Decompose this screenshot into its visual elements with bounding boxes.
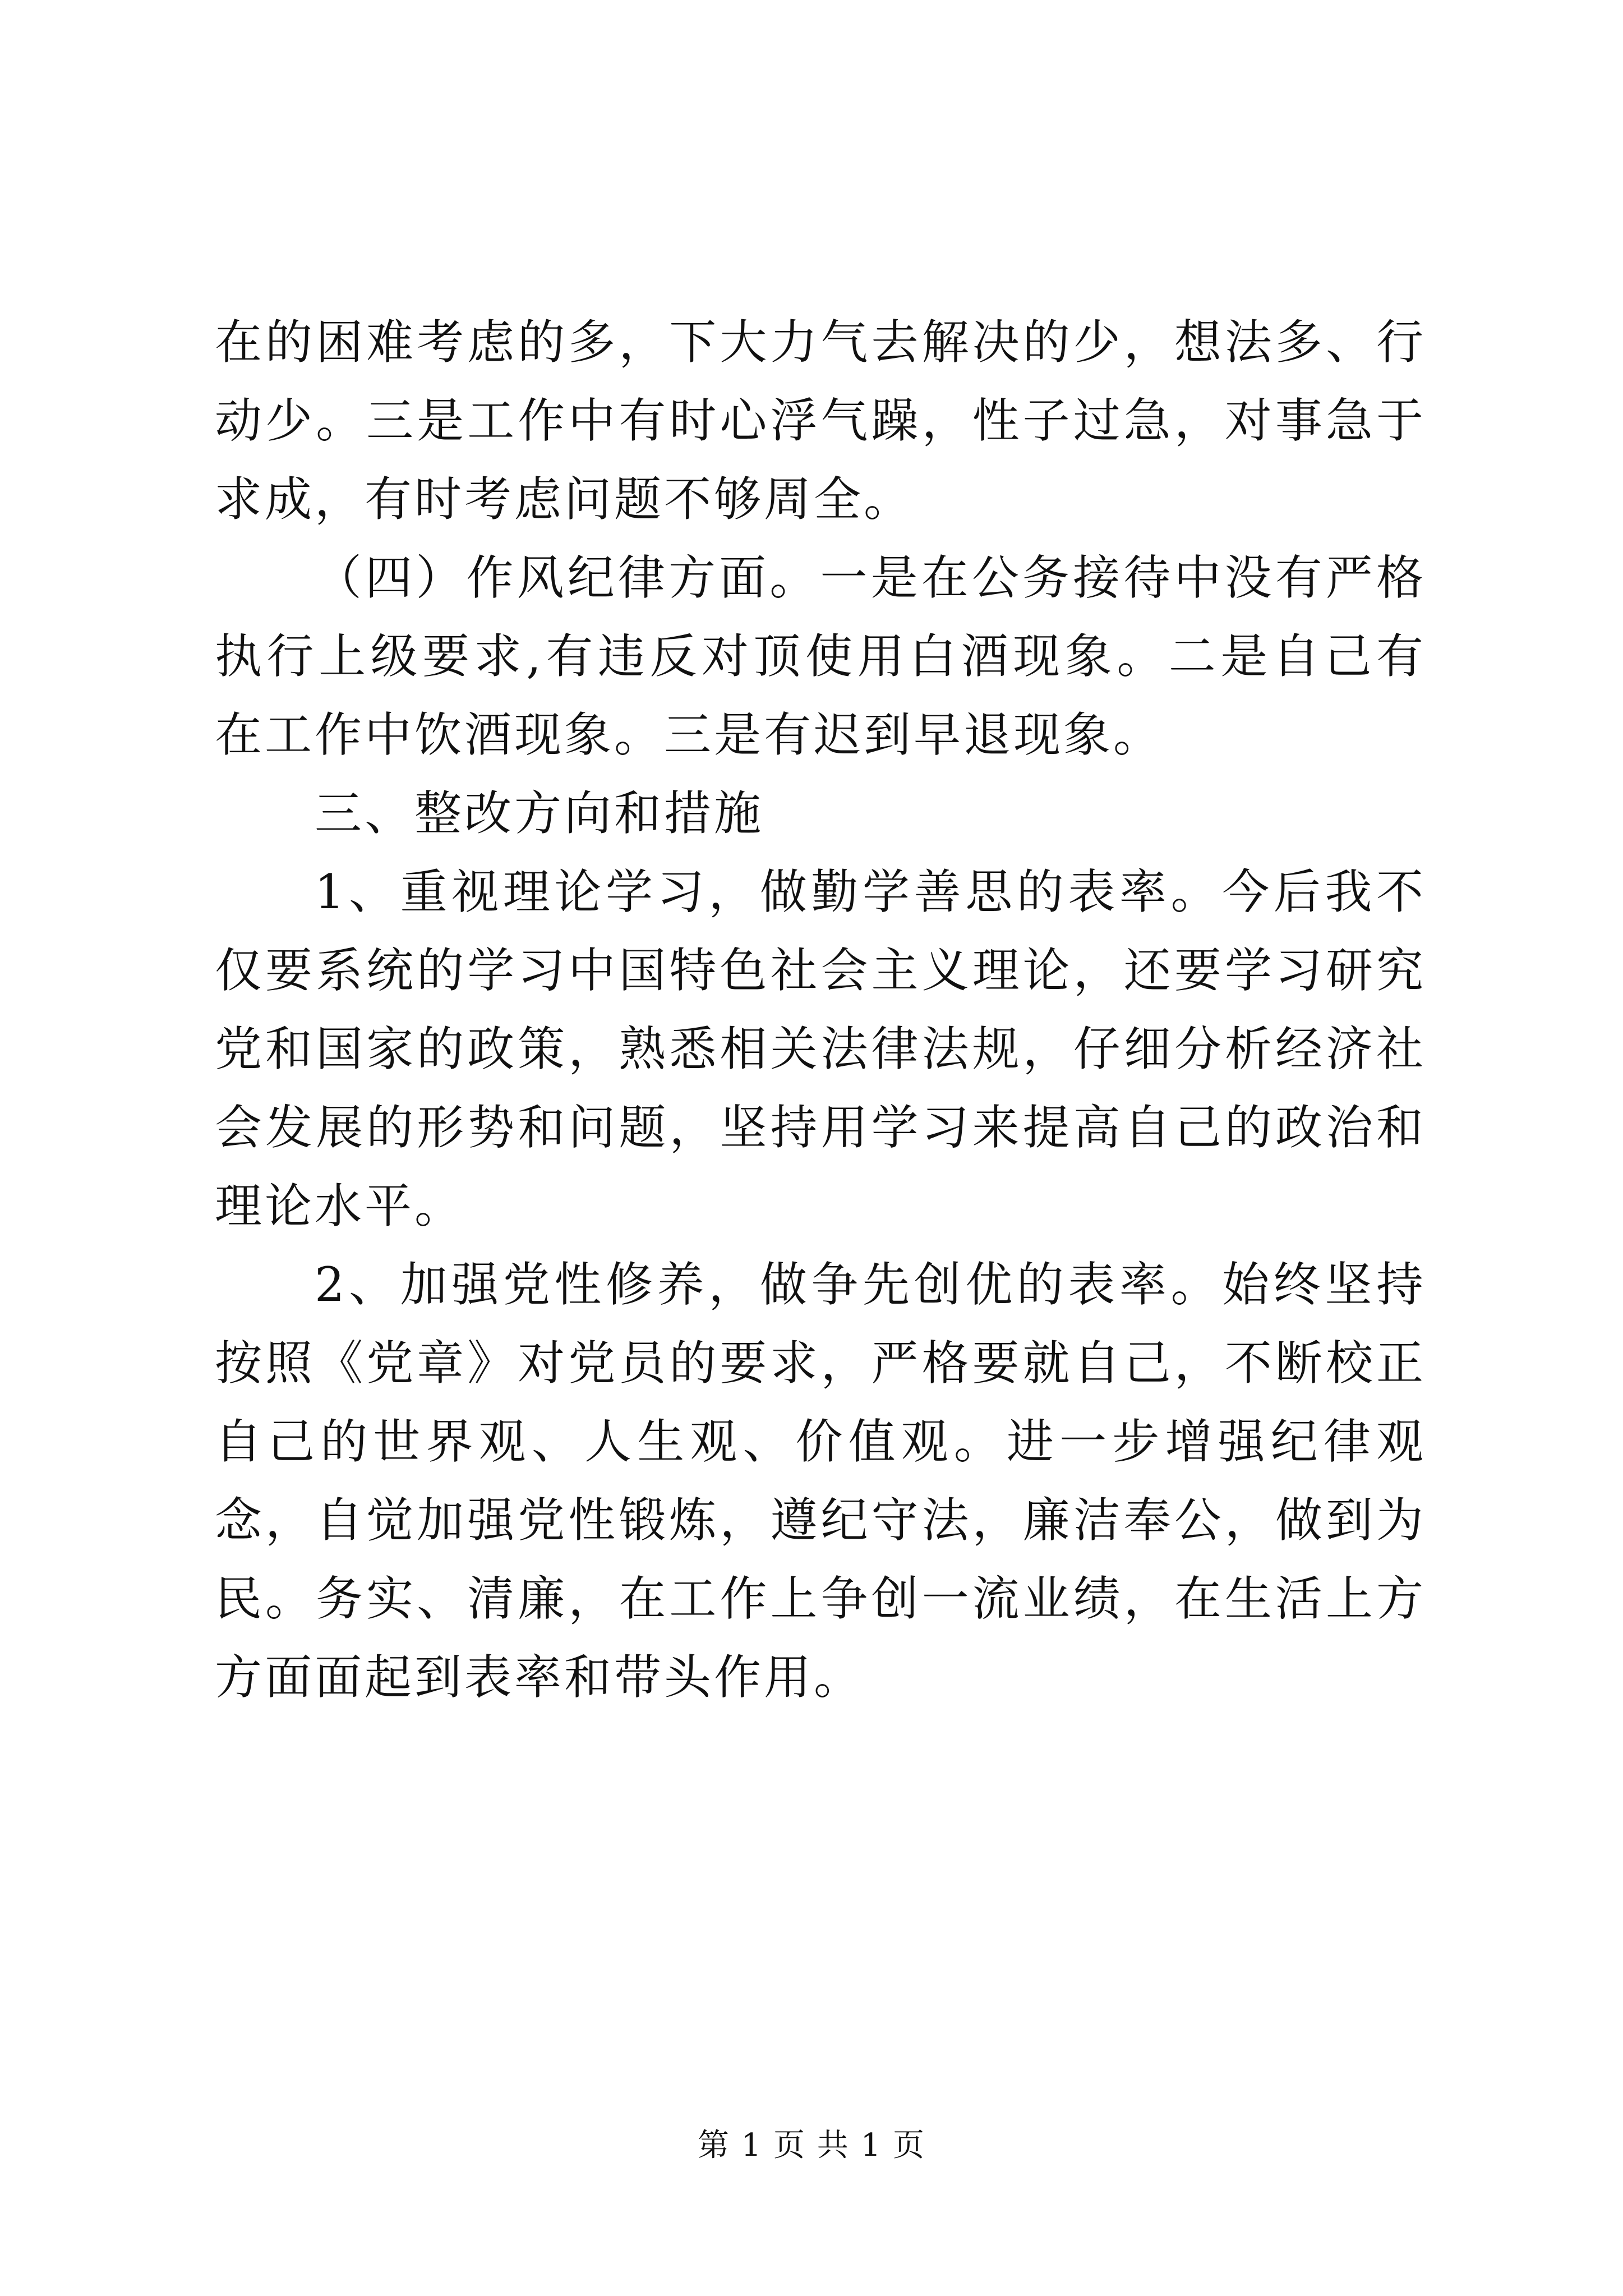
document-body [215,303,1426,1717]
paragraph-measure-2: 2、加强党性修养，做争先创优的表率。始终坚持按照《党章》对党员的要求，严格要就自己，不断校正自己的世界观、人生观、价值观。进一步增强纪律观念，自觉加强党性锻炼，遵纪守法，廉洁奉公，做到为民。务实、清廉，在工作上争创一流业绩，在生活上方方面面起到表率和带头作用。 [215,1257,1426,1705]
paragraph-continuation: 在的困难考虑的多，下大力气去解决的少，想法多、行动少。三是工作中有时心浮气躁，性子过急，对事急于求成，有时考虑问题不够周全。 [215,315,1426,527]
page-number-footer: 第 1 页 共 1 页 [697,2127,926,2164]
paragraph-section-4: （四）作风纪律方面。一是在公务接待中没有严格执行上级要求,有违反对顶使用白酒现象。二是自己有在工作中饮酒现象。三是有迟到早退现象。 [215,550,1426,762]
paragraph-measure-1: 1、重视理论学习，做勤学善思的表率。今后我不仅要系统的学习中国特色社会主义理论，还要学习研究党和国家的政策，熟悉相关法律法规，仔细分析经济社会发展的形势和问题，坚持用学习来提高自己的政治和理论水平。 [215,864,1426,1234]
section-heading: 三、整改方向和措施 [315,786,764,841]
